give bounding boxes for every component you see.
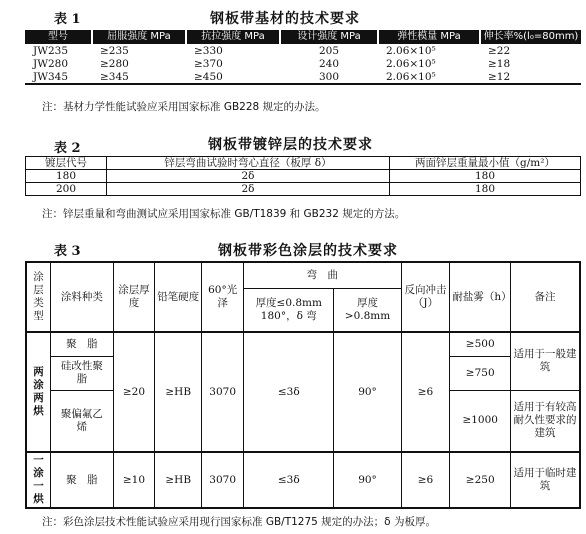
table2 xyxy=(25,156,581,196)
table1-cell: 2.06×10⁵ xyxy=(386,44,436,57)
table2-cell: 2δ xyxy=(107,170,390,183)
table2-header: 锌层弯曲试验时弯心直径（板厚 δ） xyxy=(107,157,390,170)
table2-cell: 180 xyxy=(26,170,107,183)
table1-cell: JW345 xyxy=(25,70,92,84)
table1-cell: ≥330 xyxy=(194,44,223,57)
table2-header: 两面锌层重量最小值（g/m²） xyxy=(390,157,581,170)
table3-header-salt: 耐盐雾（h） xyxy=(450,262,511,332)
table1 xyxy=(25,30,581,85)
table1-cell: ≥450 xyxy=(186,70,280,84)
table3-header-paint: 涂料种类 xyxy=(51,262,114,332)
table-row xyxy=(26,452,580,508)
table3-bend-thick-cell: 90° xyxy=(334,452,401,508)
table3-salt-cell: ≥500 xyxy=(450,332,511,356)
table3-bend-thick-cell: 90° xyxy=(334,332,401,452)
table1-title: 钢板带基材的技术要求 xyxy=(210,11,360,27)
table2-cell: 180 xyxy=(390,170,581,183)
table3-paint-cell: 聚偏氟乙 烯 xyxy=(51,390,114,452)
table3-bend-thin-cell: ≤3δ xyxy=(244,452,334,508)
table3-thickness-cell: ≥10 xyxy=(113,452,154,508)
table3-bend-thin-cell: ≤3δ xyxy=(244,332,334,452)
table3-header-bend: 弯 曲 xyxy=(244,262,401,288)
table1-number: 表 1 xyxy=(54,12,81,27)
table3-impact-cell: ≥6 xyxy=(401,332,450,452)
table3-number: 表 3 xyxy=(54,244,81,259)
table-row xyxy=(25,44,581,57)
table3-type-cell: 两涂两烘 xyxy=(26,332,51,452)
table1-cell: 205 xyxy=(318,44,340,57)
table2-header-row xyxy=(26,157,581,170)
table3-remark-cell: 适用于一般建筑 xyxy=(511,332,580,390)
table2-cell: 180 xyxy=(390,183,581,196)
table3-remark-cell: 适用于临时建筑 xyxy=(511,452,580,508)
table3-remark-cell: 适用于有较高耐久性要求的建筑 xyxy=(511,390,580,452)
table3-pencil-cell: ≥HB xyxy=(155,452,202,508)
table3-header-bend-thin: 厚度≤0.8mm 180°，δ 弯 xyxy=(244,288,334,332)
table2-number: 表 2 xyxy=(54,141,81,156)
table3-title: 钢板带彩色涂层的技术要求 xyxy=(218,243,398,259)
table2-note: 注：锌层重量和弯曲测试应采用国家标准 GB/T1839 和 GB232 规定的方法。 xyxy=(42,208,406,220)
table3-impact-cell: ≥6 xyxy=(401,452,450,508)
table1-cell: 240 xyxy=(318,57,340,70)
table-row xyxy=(26,332,580,356)
table3-type-cell: 一涂一烘 xyxy=(26,452,51,508)
table3-salt-cell: ≥250 xyxy=(450,452,511,508)
table1-cell: 2.06×10⁵ xyxy=(386,57,436,70)
table3-header-impact: 反向冲击（J） xyxy=(401,262,450,332)
table1-cell: JW280 xyxy=(33,57,69,70)
table1-header: 抗拉强度 MPa xyxy=(186,30,280,44)
table1-cell: 2.06×10⁵ xyxy=(378,70,480,84)
table1-header: 弹性模量 MPa xyxy=(378,30,480,44)
table-row xyxy=(26,170,581,183)
table3-paint-cell: 聚 脂 xyxy=(51,452,114,508)
table3 xyxy=(25,261,581,509)
table1-cell: ≥370 xyxy=(194,57,223,70)
table1-cell: ≥235 xyxy=(100,44,129,57)
table2-cell: 200 xyxy=(26,183,107,196)
table1-header: 型号 xyxy=(25,30,92,44)
table1-cell: JW235 xyxy=(33,44,69,57)
table2-title: 钢板带镀锌层的技术要求 xyxy=(208,137,373,153)
table3-paint-cell: 硅改性聚 脂 xyxy=(51,356,114,390)
table3-header-type: 涂层类型 xyxy=(26,262,51,332)
table1-cell: ≥22 xyxy=(488,44,511,57)
table3-header-pencil: 铅笔硬度 xyxy=(155,262,202,332)
table1-header: 伸长率%(l₀=80mm) xyxy=(480,30,581,44)
table1-cell: ≥12 xyxy=(480,70,581,84)
table2-header: 镀层代号 xyxy=(26,157,107,170)
table2-cell: 2δ xyxy=(107,183,390,196)
table1-cell: ≥280 xyxy=(100,57,129,70)
table1-cell: 300 xyxy=(280,70,378,84)
table1-header: 屈服强度 MPa xyxy=(92,30,186,44)
table3-salt-cell: ≥1000 xyxy=(450,390,511,452)
table3-salt-cell: ≥750 xyxy=(450,356,511,390)
table3-header-thickness: 涂层厚度 xyxy=(113,262,154,332)
table1-header: 设计强度 MPa xyxy=(280,30,378,44)
table3-pencil-cell: ≥HB xyxy=(155,332,202,452)
table3-thickness-cell: ≥20 xyxy=(113,332,154,452)
table3-header-bend-thick: 厚度 >0.8mm xyxy=(334,288,401,332)
table3-gloss-cell: 3070 xyxy=(202,452,244,508)
table3-gloss-cell: 3070 xyxy=(202,332,244,452)
table1-header-row xyxy=(25,30,581,44)
table1-cell: ≥345 xyxy=(92,70,186,84)
table3-paint-cell: 聚 脂 xyxy=(51,332,114,356)
table1-cell: ≥18 xyxy=(488,57,511,70)
table3-header-gloss: 60°光泽 xyxy=(202,262,244,332)
table-row xyxy=(25,70,581,84)
table1-note: 注：基材力学性能试验应采用国家标准 GB228 规定的办法。 xyxy=(42,101,326,113)
table-row xyxy=(25,57,581,70)
table3-note: 注：彩色涂层技术性能试验应采用现行国家标准 GB/T1275 规定的办法；δ 为板厚。 xyxy=(42,516,436,528)
table3-header-remark: 备注 xyxy=(511,262,580,332)
table3-header-row xyxy=(26,262,580,288)
table-row xyxy=(26,183,581,196)
